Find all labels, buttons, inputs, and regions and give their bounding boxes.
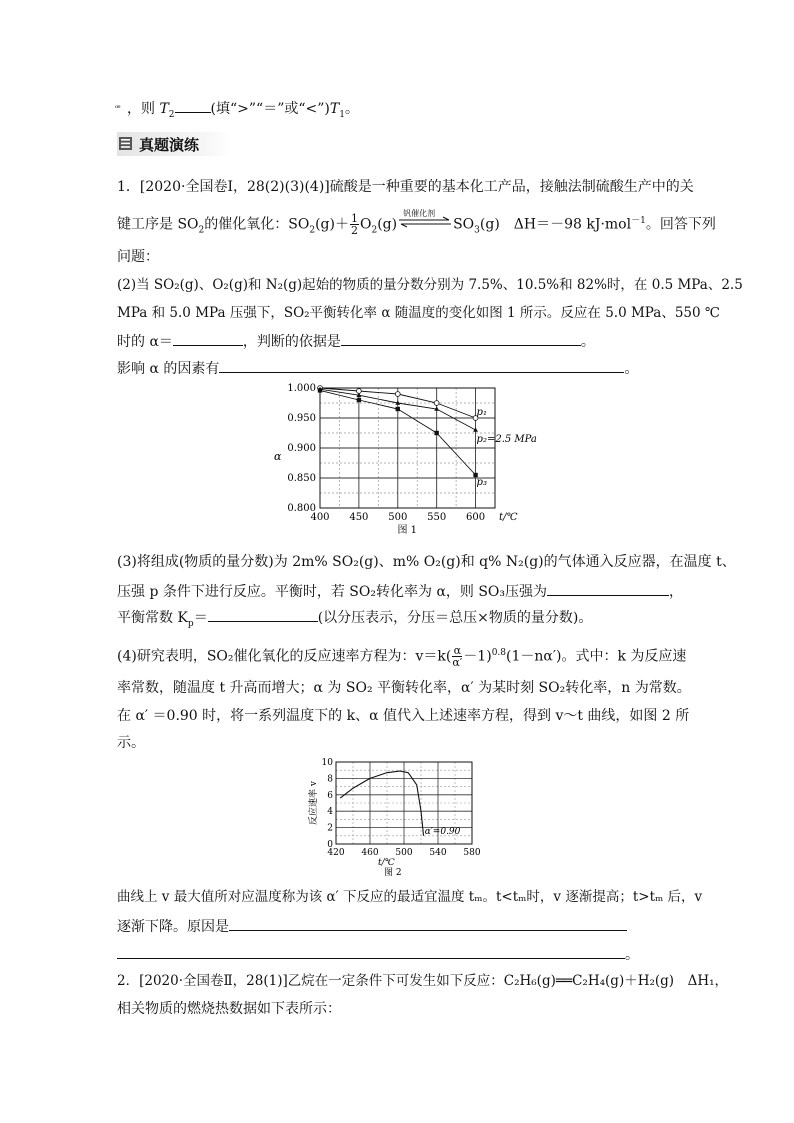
y-axis-label: α: [274, 450, 282, 463]
q1-text: ，判断的依据是: [242, 334, 341, 350]
y-tick-label: 0.900: [287, 443, 316, 454]
exponent: 0.8: [491, 648, 507, 658]
series-label: p₁: [476, 407, 487, 418]
y-tick-label: 2: [327, 823, 333, 834]
q1-text: －1): [463, 648, 492, 665]
q1-text: ，: [669, 584, 684, 600]
sub-2: 2: [309, 225, 316, 236]
sub-2: 2: [198, 225, 205, 236]
x-tick-label: 500: [388, 512, 408, 523]
q1-p2-line2: MPa 和 5.0 MPa 压强下，SO₂平衡转化率 α 随温度的变化如图 1 所示。反应在 5.0 MPa、550 ℃: [117, 305, 720, 321]
y-tick-label: 10: [321, 758, 333, 768]
kp-answer-blank[interactable]: [208, 607, 318, 622]
y-tick-label: 1.000: [287, 383, 316, 394]
y-tick-label: 0.850: [287, 473, 316, 484]
frac-num: α: [453, 644, 462, 658]
factors-answer-blank[interactable]: [219, 358, 624, 373]
data-point: [357, 398, 361, 402]
y-tick-label: 0: [327, 840, 333, 850]
x-tick-label: 600: [466, 512, 486, 523]
t1-sub: 1: [339, 109, 345, 120]
figure-2-chart: [302, 756, 492, 876]
kp-sub: p: [187, 618, 194, 629]
figure-caption: 图 2: [384, 868, 402, 878]
q1-text: (g)＋: [315, 216, 349, 233]
x-tick-label: 450: [349, 512, 369, 523]
x-tick-label: 540: [429, 848, 447, 858]
top-line: [117, 98, 359, 124]
q1-p5-line2: [117, 916, 627, 936]
q2-line1: 2．[2020·全国卷Ⅱ，28(1)]乙烷在一定条件下可发生如下反应：C₂H₆(g)══C₂H₄(g)＋H₂(g) ΔH₁，: [117, 973, 728, 989]
reversible-arrow-icon: [397, 217, 453, 227]
y-tick-label: 8: [327, 774, 333, 785]
x-tick-label: 460: [361, 848, 379, 858]
fragment-mark: ꟹ: [115, 104, 121, 114]
q1-p3-line2: [117, 581, 683, 601]
q1-text: (g) ΔH＝－98 kJ·mol: [479, 216, 632, 233]
series-label: p₂=2.5 MPa: [476, 434, 537, 445]
figure-caption: 图 1: [397, 525, 418, 536]
q1-text: 。: [624, 361, 639, 377]
t2: T: [159, 101, 169, 117]
q1-equation-line: [117, 208, 716, 239]
y-tick-label: 6: [327, 790, 333, 801]
top-line-prefix: ，则: [127, 101, 160, 117]
q1-text: 。: [580, 334, 595, 350]
frac-num: 1: [350, 212, 358, 226]
y-tick-label: 0.950: [287, 413, 316, 424]
top-line-end: 。: [344, 101, 359, 117]
q1-p4-line2: 率常数，随温度 t 升高而增大；α 为 SO₂ 平衡转化率，α′ 为某时刻 SO₂转化率，n 为常数。: [117, 680, 691, 696]
q1-p4-line4: 示。: [117, 735, 145, 751]
q1-text: 的催化氧化：SO: [204, 216, 310, 233]
q1-p4-line3: 在 α′ ＝0.90 时，将一系列温度下的 k、α 值代入上述速率方程，得到 v～t 曲线，如图 2 所: [117, 708, 690, 724]
y-tick-label: 4: [327, 807, 333, 818]
q1-p3-line3: [117, 607, 592, 633]
curve-annotation: α′=0.90: [424, 827, 461, 838]
q1-p5-line3: [117, 944, 639, 964]
q1-text: (1－nα′)。式中：k 为反应速: [506, 648, 687, 665]
sub-2: 2: [371, 225, 378, 236]
q1-text: (以分压表示，分压＝总压×物质的量分数)。: [317, 610, 593, 626]
q1-text: 。: [625, 947, 639, 963]
x-tick-label: 550: [427, 512, 447, 523]
q1-p2-line1: (2)当 SO₂(g)、O₂(g)和 N₂(g)起始的物质的量分数分别为 7.5%、10.5%和 82%时，在 0.5 MPa、2.5: [117, 277, 743, 293]
sup-minus-1: －1: [631, 216, 646, 226]
equilibrium-arrow: [397, 208, 453, 229]
q1-text: (4)研究表明，SO₂催化氧化的反应速率方程为：v＝k(: [117, 648, 452, 665]
y-axis-label: 反应速率 v: [309, 781, 319, 825]
section-title: 真题演练: [139, 136, 200, 154]
q2-line2: 相关物质的燃烧热数据如下表所示：: [117, 1001, 341, 1017]
q1-text: 。回答下列: [645, 216, 716, 233]
q1-text: 平衡常数 K: [117, 610, 188, 626]
reason-answer-blank-1[interactable]: [229, 916, 627, 931]
sub-3: 3: [474, 225, 480, 236]
data-point: [434, 401, 439, 406]
figure-1-chart: [270, 380, 537, 536]
q1-p4-line1: [117, 644, 686, 668]
x-axis-label: t/℃: [499, 512, 518, 523]
answer-blank[interactable]: [175, 98, 211, 113]
so3-pressure-blank[interactable]: [547, 581, 669, 596]
q1-text: 逐渐下降。原因是: [117, 919, 229, 935]
data-point: [318, 388, 322, 392]
alpha-answer-blank[interactable]: [173, 331, 243, 346]
alpha-fraction: [452, 645, 462, 668]
reason-answer-blank-2[interactable]: [117, 944, 625, 959]
catalyst-label: 钒催化剂: [403, 208, 436, 218]
q1-text: 时的 α＝: [117, 334, 173, 350]
q1-line3: 问题：: [117, 249, 159, 265]
data-point: [396, 407, 400, 411]
q1-text: 键工序是 SO: [117, 216, 199, 233]
q1-p5-line1: 曲线上 v 最大值所对应温度称为该 α′ 下反应的最适宜温度 tₘ。t<tₘ时，v 逐渐提高；t>tₘ 后，v: [117, 889, 703, 905]
q1-text: SO: [453, 216, 475, 233]
x-tick-label: 580: [463, 848, 481, 858]
q1-text: O: [359, 216, 372, 233]
fill-hint: (填“>”“＝”或“<”): [210, 101, 330, 117]
basis-answer-blank[interactable]: [341, 331, 581, 346]
q1-text: (g): [377, 216, 398, 233]
q1-p2-line4: [117, 358, 638, 378]
q1-header: 1．[2020·全国卷Ⅰ，28(2)(3)(4)]硫酸是一种重要的基本化工产品，接触法制硫酸生产中的关: [117, 179, 694, 195]
y-tick-label: 0.800: [287, 503, 316, 514]
data-point: [434, 431, 438, 435]
x-tick-label: 420: [327, 848, 345, 858]
q1-text: ＝: [193, 610, 208, 626]
list-icon: [119, 137, 132, 150]
frac-den: 2: [350, 224, 358, 238]
q1-p3-line1: (3)将组成(物质的量分数)为 2m% SO₂(g)、m% O₂(g)和 q% N₂(g)的气体通入反应器，在温度 t、: [117, 554, 736, 570]
q1-text: 影响 α 的因素有: [117, 361, 220, 377]
t1: T: [329, 101, 340, 117]
t2-sub: 2: [168, 109, 175, 120]
half-fraction: [350, 213, 359, 236]
section-header: [117, 132, 231, 156]
frac-den: α′: [452, 656, 463, 670]
q1-text: 压强 p 条件下进行反应。平衡时，若 SO₂转化率为 α，则 SO₃压强为: [117, 584, 548, 600]
q1-p2-line3: [117, 331, 595, 351]
data-point: [395, 392, 400, 397]
x-axis-label: t/℃: [378, 858, 395, 868]
series-label: p₃: [476, 477, 487, 488]
x-tick-label: 400: [310, 512, 330, 523]
x-tick-label: 500: [395, 848, 413, 858]
